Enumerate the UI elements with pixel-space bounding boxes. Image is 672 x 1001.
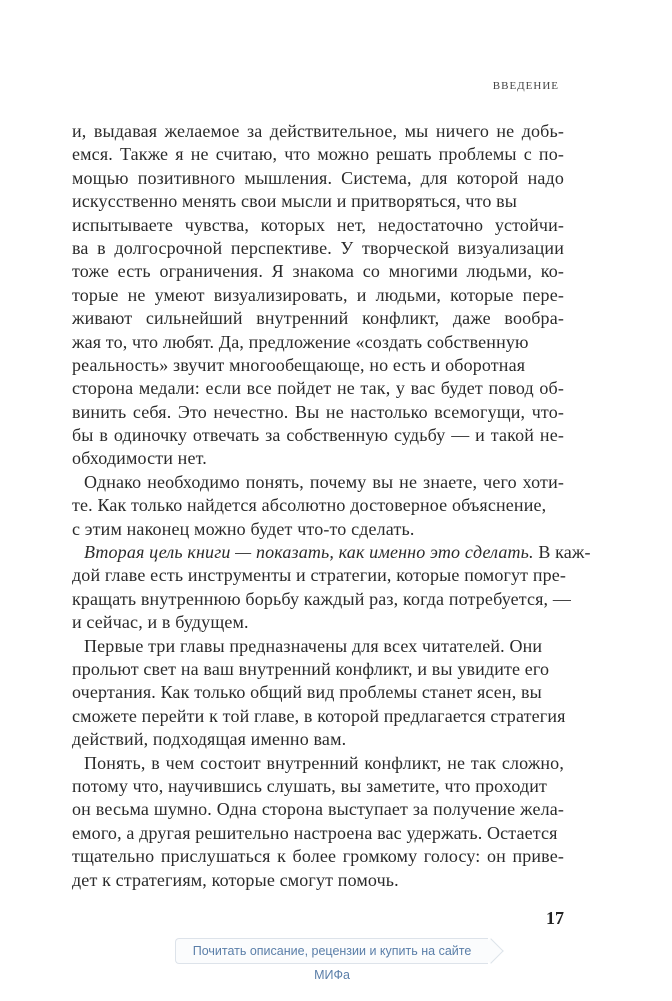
line-text: живают сильнейший внутренний конфликт, даже вообра- (72, 308, 564, 329)
text-line (72, 798, 564, 821)
text-line (72, 424, 564, 447)
line-text: искусственно менять свои мысли и притворяться, что вы (72, 191, 518, 212)
text-line (72, 681, 564, 704)
text-line (72, 214, 564, 237)
line-text: жая то, что любят. Да, предложение «создать собственную (72, 331, 529, 352)
text-line (72, 354, 564, 377)
italic-text: Вторая цель книги — показать, как именно это сделать. (84, 542, 534, 563)
line-text: сможете перейти к той главе, в которой предлагается стратегия (72, 705, 566, 726)
line-text: и, выдавая желаемое за действительное, мы ничего не добь- (72, 121, 564, 141)
line-text: реальность» звучит многообещающе, но есть и оборотная (72, 354, 526, 375)
line-text: те. Как только найдется абсолютно достоверное объяснение, (72, 495, 547, 516)
line-text: потому что, научившись слушать, вы заметите, что проходит (72, 775, 548, 796)
text-line (72, 658, 564, 681)
arrow-right-icon (478, 938, 503, 963)
text-line (72, 611, 564, 634)
text-line (72, 401, 564, 424)
text-line (72, 284, 564, 307)
text-line (72, 869, 564, 892)
line-text: тоже есть ограничения. Я знакома со многими людьми, ко- (72, 261, 564, 282)
text-line (72, 518, 564, 541)
line-text: кращать внутреннюю борьбу каждый раз, когда потребуется, — (72, 588, 571, 609)
line-text: сторона медали: если все пойдет не так, у вас будет повод об- (72, 378, 564, 399)
line-text: с этим наконец можно будет что-то сделать. (72, 518, 415, 539)
line-text: испытываете чувства, которых нет, недостаточно устойчи- (72, 214, 564, 235)
text-line (72, 494, 564, 517)
text-line (72, 541, 591, 564)
text-line (72, 728, 564, 751)
text-line (72, 447, 564, 470)
line-text: очертания. Как только общий вид проблемы станет ясен, вы (72, 682, 542, 703)
text-line (72, 564, 567, 587)
text-line (72, 143, 564, 166)
text-line (72, 377, 564, 400)
line-text: Понять, в чем состоит внутренний конфликт, не так сложно, (84, 752, 564, 773)
line-text: он весьма шумно. Одна сторона выступает за получение жела- (72, 799, 564, 820)
text-line (72, 307, 564, 330)
line-text: и сейчас, и в будущем. (72, 612, 249, 633)
line-text: дой главе есть инструменты и стратегии, которые помогут пре- (72, 565, 567, 586)
text-line (72, 845, 564, 868)
text-line (72, 752, 564, 775)
line-text: ва в долгосрочной перспективе. У творческой визуализации (72, 237, 564, 258)
line-text: емся. Также я не считаю, что можно решать проблемы с по- (72, 144, 564, 165)
text-line (72, 167, 564, 190)
line-text: бы в одиночку отвечать за собственную судьбу — и такой не- (72, 425, 564, 446)
body-text (72, 120, 591, 892)
line-text: дет к стратегиям, которые смогут помочь. (72, 869, 399, 890)
line-text: винить себя. Это нечестно. Вы не настолько всемогущи, что- (72, 401, 564, 422)
text-line (72, 237, 564, 260)
line-text: мощью позитивного мышления. Система, для которой надо (72, 167, 564, 188)
shop-link-button[interactable] (175, 938, 488, 982)
text-line (72, 635, 564, 658)
line-text: прольют свет на ваш внутренний конфликт, и вы увидите его (72, 658, 550, 679)
shop-link-label: Почитать описание, рецензии и купить на сайте МИФа (192, 944, 472, 982)
text-line (72, 822, 564, 845)
running-head: ВВЕДЕНИЕ (492, 80, 559, 92)
line-text: Однако необходимо понять, почему вы не знаете, чего хоти- (84, 471, 564, 492)
text-line (72, 260, 564, 283)
page-number: 17 (546, 908, 564, 928)
text-line (72, 471, 564, 494)
line-text: Первые три главы предназначены для всех читателей. Они (84, 635, 543, 656)
line-text: емого, а другая решительно настроена вас удержать. Остается (72, 822, 558, 843)
text-line (72, 588, 571, 611)
line-text: обходимости нет. (72, 448, 207, 469)
text-line (72, 331, 564, 354)
line-text: торые не умеют визуализировать, и людьми, которые пере- (72, 284, 564, 305)
line-text: тщательно прислушаться к более громкому голосу: он приве- (72, 846, 564, 867)
line-text: В каж- (533, 542, 591, 563)
text-line (72, 705, 564, 728)
line-text: действий, подходящая именно вам. (72, 729, 347, 750)
text-line (72, 775, 564, 798)
text-line (72, 190, 564, 213)
text-line (72, 120, 564, 143)
